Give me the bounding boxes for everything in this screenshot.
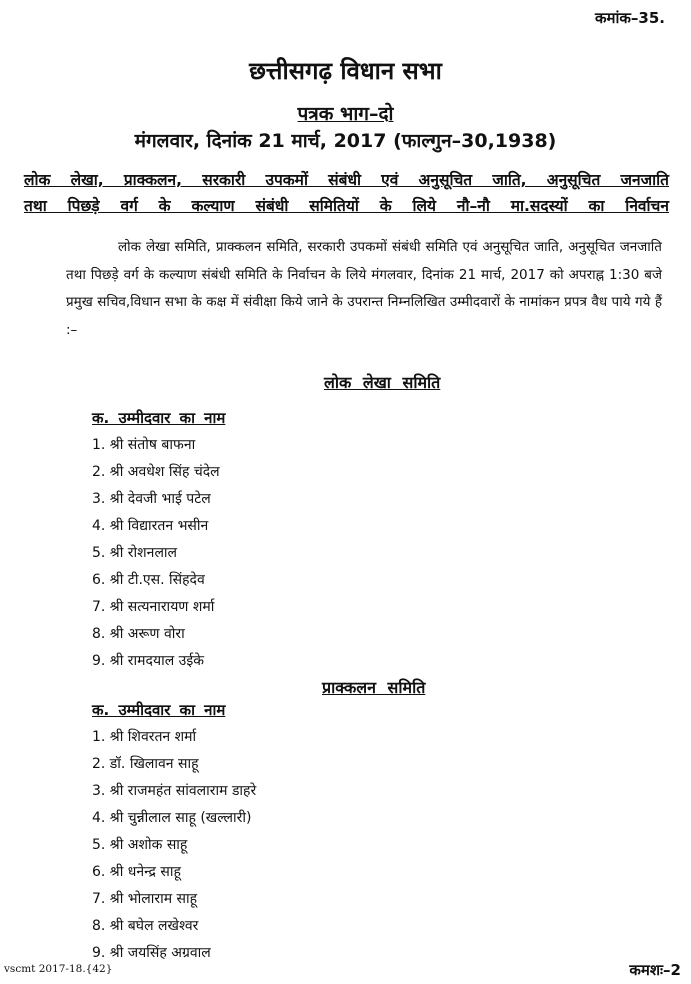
subject-line-1: लोक लेखा, प्राक्कलन, सरकारी उपकमों संबंधी एवं अनुसूचित जाति, अनुसूचित जनजाति — [24, 171, 669, 189]
candidate-item: 4. श्री चुन्नीलाल साहू (खल्लारी) — [92, 810, 252, 826]
candidate-item: 7. श्री भोलाराम साहू — [92, 891, 198, 907]
candidate-item: 3. श्री राजमहंत सांवलाराम डाहरे — [92, 783, 257, 799]
candidate-item: 8. श्री अरूण वोरा — [92, 626, 185, 642]
candidate-item: 7. श्री सत्यनारायण शर्मा — [92, 599, 215, 615]
body-paragraph: लोक लेखा समिति, प्राक्कलन समिति, सरकारी उपकमों संबंधी समिति एवं अनुसूचित जाति, अनुसूचित जनजाति तथा पिछड़े वर्ग के कल्याण संबंधी समिति के निर्वाचन के लिये मंगलवार, दिनांक 21 मार्च, 2017 को अपराह्न 1:30 बजे प्रमुख सचिव,विधान सभा के कक्ष में संवीक्षा किये जाने के उपरान्त निम्नलिखित उम्मीदवारों के नामांकन प्रपत्र वैध पाये गये हैं :– — [66, 239, 662, 338]
bulletin-part — [0, 100, 691, 126]
candidate-item: 9. श्री जयसिंह अग्रवाल — [92, 945, 211, 961]
column-header-candidate-name: क. उम्मीदवार का नाम — [92, 701, 226, 719]
candidate-item: 1. श्री शिवरतन शर्मा — [92, 729, 197, 745]
subject-line-2: तथा पिछड़े वर्ग के कल्याण संबंधी समितियों के लिये नौ–नौ मा.सदस्यों का निर्वाचन — [24, 197, 669, 215]
candidate-item: 6. श्री टी.एस. सिंहदेव — [92, 572, 205, 588]
candidate-item: 3. श्री देवजी भाई पटेल — [92, 491, 211, 507]
candidate-item: 8. श्री बघेल लखेश्वर — [92, 918, 199, 934]
committee-title-estimates: प्राक्कलन समिति — [322, 678, 426, 697]
date-line: मंगलवार, दिनांक 21 मार्च, 2017 (फाल्गुन–30,1938) — [134, 130, 557, 152]
candidate-item: 6. श्री धनेन्द्र साहू — [92, 864, 181, 880]
document-serial-number: कमांक–35. — [595, 9, 665, 27]
candidate-item: 1. श्री संतोष बाफना — [92, 437, 196, 453]
file-reference: vscmt 2017-18.{42} — [4, 963, 113, 975]
candidate-item: 2. डॉ. खिलावन साहू — [92, 756, 199, 772]
candidate-item: 5. श्री अशोक साहू — [92, 837, 188, 853]
candidate-item: 9. श्री रामदयाल उईके — [92, 653, 204, 669]
bulletin-part-label: पत्रक भाग–दो — [297, 103, 394, 125]
assembly-title: छत्तीसगढ़ विधान सभा — [249, 57, 442, 85]
candidate-item: 4. श्री विद्यारतन भसीन — [92, 518, 209, 534]
candidate-item: 5. श्री रोशनलाल — [92, 545, 178, 561]
column-header-candidate-name: क. उम्मीदवार का नाम — [92, 409, 226, 427]
continued-marker: कमशः–2 — [629, 961, 681, 979]
candidate-item: 2. श्री अवधेश सिंह चंदेल — [92, 464, 220, 480]
committee-title-public-accounts: लोक लेखा समिति — [324, 373, 441, 392]
